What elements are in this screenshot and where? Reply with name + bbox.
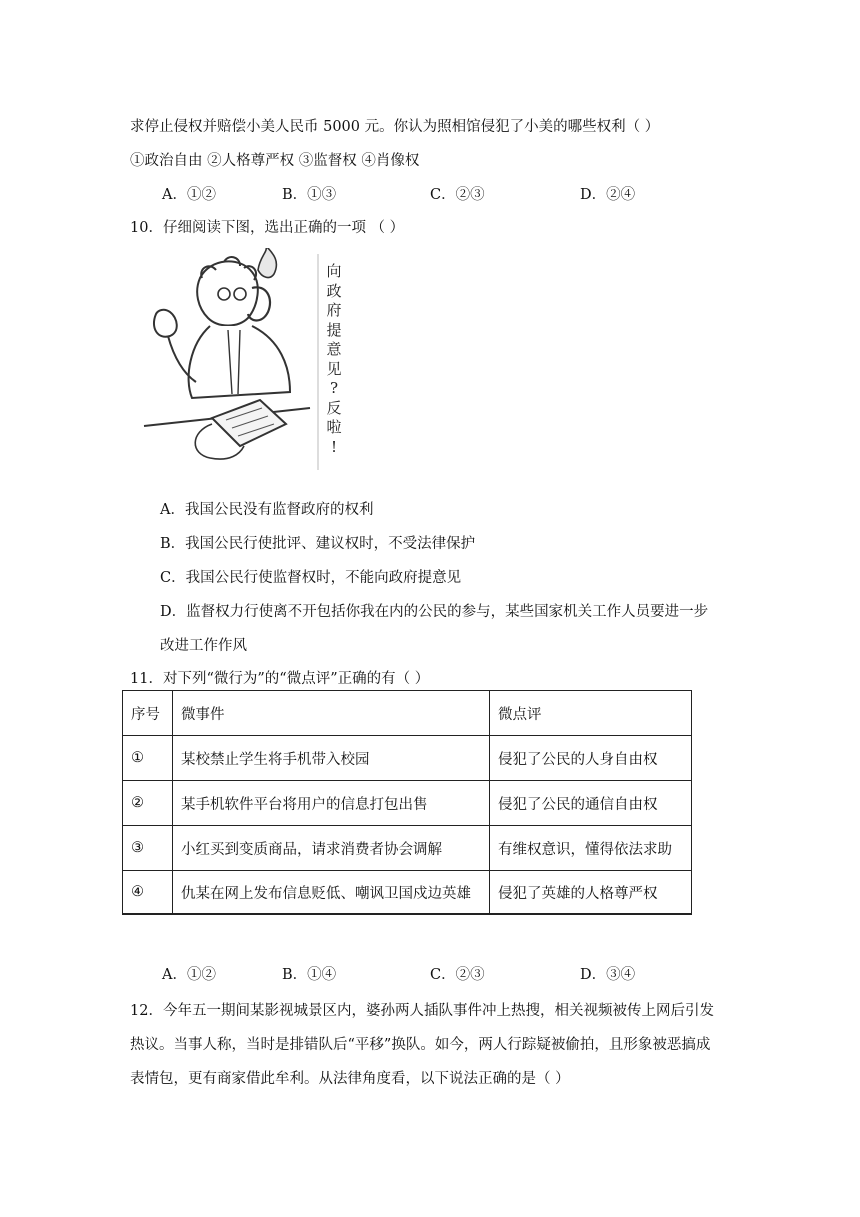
q9-option-a[interactable]: A．①② <box>162 187 216 203</box>
cartoon-char: 意 <box>326 340 342 358</box>
q11-option-c[interactable]: C．②③ <box>430 967 485 983</box>
q11-option-a[interactable]: A．①② <box>162 967 216 983</box>
row-comment: 侵犯了公民的人身自由权 <box>490 736 692 781</box>
q11-table <box>122 690 692 915</box>
q9-stem-tail: 求停止侵权并赔偿小美人民币 5000 元。你认为照相馆侵犯了小美的哪些权利（ ） <box>130 119 660 135</box>
header-event: 微事件 <box>173 691 490 736</box>
row-comment: 侵犯了公民的通信自由权 <box>490 781 692 826</box>
row-event: 某手机软件平台将用户的信息打包出售 <box>173 781 490 826</box>
q10-option-d[interactable]: D．监督权力行使离不开包括你我在内的公民的参与，某些国家机关工作人员要进一步 <box>160 604 709 620</box>
header-index: 序号 <box>123 691 173 736</box>
cartoon-char: ! <box>330 437 338 456</box>
cartoon-caption <box>320 262 348 457</box>
q12-line-1: 12．今年五一期间某影视城景区内，婆孙两人插队事件冲上热搜，相关视频被传上网后引发 <box>130 1003 714 1019</box>
row-comment: 侵犯了英雄的人格尊严权 <box>490 871 692 915</box>
row-index: ④ <box>123 871 173 915</box>
q10-option-c[interactable]: C．我国公民行使监督权时，不能向政府提意见 <box>160 570 462 586</box>
table-row <box>123 736 692 781</box>
row-event: 仇某在网上发布信息贬低、嘲讽卫国戍边英雄 <box>173 871 490 915</box>
q10-option-a[interactable]: A．我国公民没有监督政府的权利 <box>160 502 374 518</box>
cartoon-char: ? <box>329 379 339 397</box>
table-header-row <box>123 691 692 736</box>
cartoon-char: 向 <box>326 262 342 280</box>
q11-option-b[interactable]: B．①④ <box>282 967 337 983</box>
cartoon-char: 啦 <box>326 418 342 436</box>
row-event: 某校禁止学生将手机带入校园 <box>173 736 490 781</box>
header-comment: 微点评 <box>490 691 692 736</box>
table-row <box>123 781 692 826</box>
cartoon-char: 反 <box>326 398 342 417</box>
q10-option-b[interactable]: B．我国公民行使批评、建议权时，不受法律保护 <box>160 536 476 552</box>
q10-option-d-cont: 改进工作作风 <box>160 638 247 654</box>
q9-items: ①政治自由 ②人格尊严权 ③监督权 ④肖像权 <box>130 153 420 169</box>
cartoon-char: 见 <box>326 359 342 378</box>
row-index: ① <box>123 736 173 781</box>
cartoon-char: 府 <box>326 301 342 319</box>
q9-option-c[interactable]: C．②③ <box>430 187 485 203</box>
q9-option-b[interactable]: B．①③ <box>282 187 337 203</box>
table-row <box>123 826 692 871</box>
cartoon-char: 提 <box>326 320 342 339</box>
q12-line-2: 热议。当事人称，当时是排错队后“平移”换队。如今，两人行踪疑被偷拍，且形象被恶搞成 <box>130 1037 711 1053</box>
q11-option-d[interactable]: D．③④ <box>580 967 636 983</box>
q10-cartoon <box>140 248 358 476</box>
table-row <box>123 871 692 915</box>
q12-line-3: 表情包，更有商家借此牟利。从法律角度看，以下说法正确的是（ ） <box>130 1071 570 1087</box>
row-comment: 有维权意识，懂得依法求助 <box>490 826 692 871</box>
row-event: 小红买到变质商品，请求消费者协会调解 <box>173 826 490 871</box>
row-index: ② <box>123 781 173 826</box>
q10-stem: 10．仔细阅读下图，选出正确的一项 （ ） <box>130 220 405 236</box>
q9-option-d[interactable]: D．②④ <box>580 187 636 203</box>
row-index: ③ <box>123 826 173 871</box>
cartoon-char: 政 <box>326 281 342 300</box>
q11-stem: 11．对下列“微行为”的“微点评”正确的有（ ） <box>130 671 430 687</box>
